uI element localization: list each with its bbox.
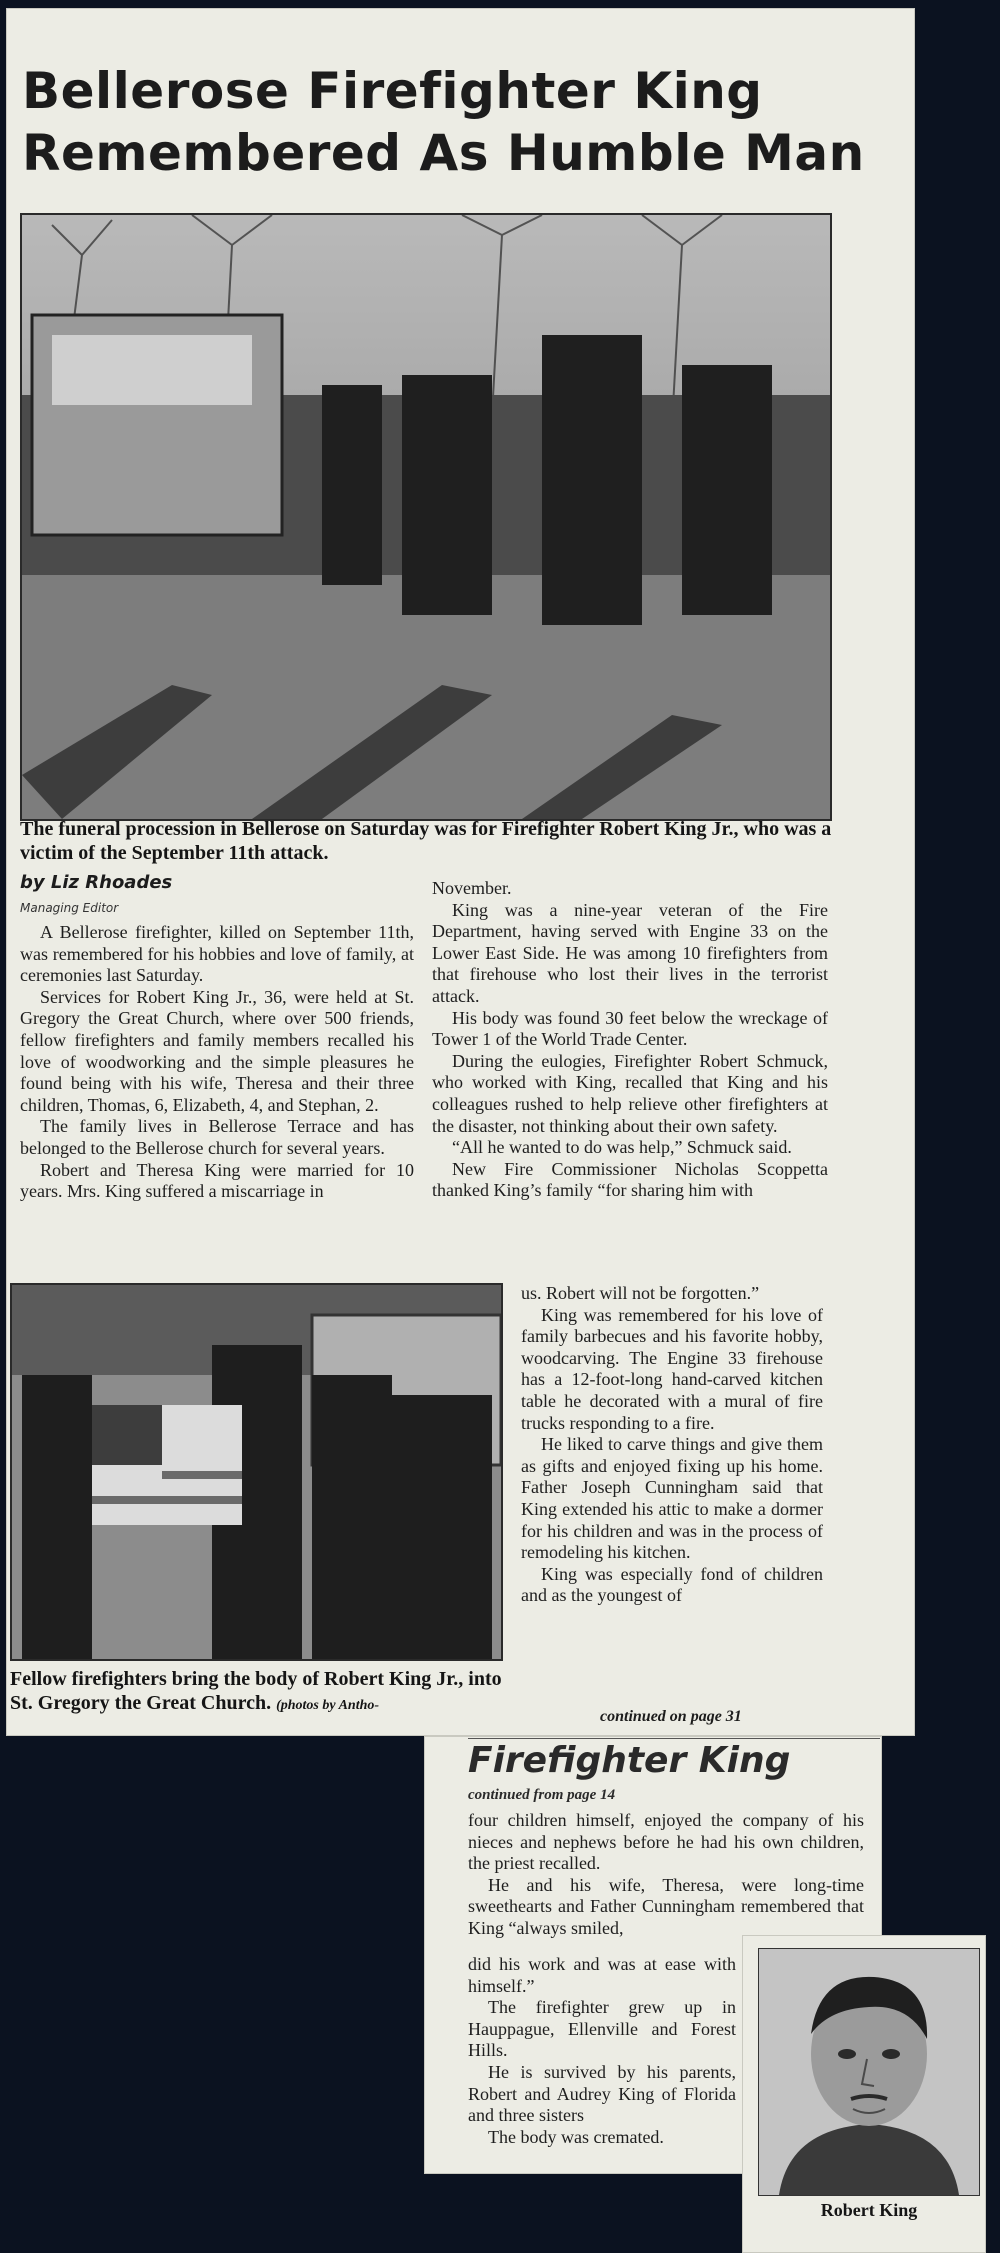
portrait-caption: Robert King [820, 2200, 918, 2220]
continuation-column [468, 1810, 864, 1940]
portrait-photo [758, 1948, 980, 2196]
article-column-right-lower [521, 1283, 823, 1607]
paragraph: The firefighter grew up in Hauppague, Ellenville and Forest Hills. [468, 1997, 736, 2061]
article-column-right [432, 878, 828, 1202]
headline-line-2: Remembered As Humble Man [22, 124, 865, 182]
portrait-photo-art [759, 1949, 979, 2195]
casket-caption-text: Fellow firefighters bring the body of Robert King Jr., into St. Gregory the Great Church. [10, 1668, 502, 1714]
paragraph: His body was found 30 feet below the wreckage of Tower 1 of the World Trade Center. [432, 1007, 828, 1050]
casket-photo-art [12, 1285, 501, 1659]
headline-line-1: Bellerose Firefighter King [22, 62, 763, 120]
paragraph: He is survived by his parents, Robert and Audrey King of Florida and three sisters [468, 2061, 736, 2126]
continuation-column-narrow [468, 1954, 736, 2148]
procession-photo [20, 213, 832, 821]
paragraph: King was a nine-year veteran of the Fire Department, having served with Engine 33 on the Lower East Side. He was among 10 firefighters from that firehouse who lost their lives in the terrorist attack. [432, 899, 828, 1006]
paragraph: King was especially fond of children and as the youngest of [521, 1563, 823, 1606]
paragraph: King was remembered for his love of family barbecues and his favorite hobby, woodcarving. The Engine 33 firehouse has a 12-foot-long hand-carved kitchen table he decorated with a mural of fire trucks responding to a fire. [521, 1304, 823, 1433]
paragraph: Services for Robert King Jr., 36, were held at St. Gregory the Great Church, where over 500 friends, fellow firefighters and family members recalled his love of woodworking and the simple pleasures he found being with his wife, Theresa and their three children, Thomas, 6, Elizabeth, 4, and Stephan, 2. [20, 986, 414, 1115]
continued-on-label: continued on page 31 [600, 1708, 742, 1725]
procession-photo-art [22, 215, 830, 819]
continued-from-label: continued from page 14 [468, 1787, 616, 1803]
paragraph: During the eulogies, Firefighter Robert Schmuck, who worked with King, recalled that King and his colleagues rushed to help relieve other firefighters at the disaster, not thinking about their own safety. [432, 1050, 828, 1136]
paragraph: Robert and Theresa King were married for 10 years. Mrs. King suffered a miscarriage in [20, 1159, 414, 1202]
casket-photo [10, 1283, 503, 1661]
byline-role: Managing Editor [20, 901, 119, 915]
paragraph: He and his wife, Theresa, were long-time sweethearts and Father Cunningham remembered that King “always smiled, [468, 1874, 864, 1938]
paragraph: The family lives in Bellerose Terrace and has belonged to the Bellerose church for several years. [20, 1116, 414, 1158]
continuation-heading: Firefighter King [468, 1740, 791, 1781]
article-column-left [20, 922, 414, 1203]
casket-photo-caption [10, 1667, 506, 1718]
paragraph: us. Robert will not be forgotten.” [521, 1283, 760, 1303]
procession-photo-caption: The funeral procession in Bellerose on Saturday was for Firefighter Robert King Jr., who was a victim of the September 11th attack. [20, 818, 832, 864]
headline [22, 60, 902, 184]
paragraph: four children himself, enjoyed the company of his nieces and nephews before he had his own children, the priest recalled. [468, 1810, 864, 1874]
divider [468, 1738, 880, 1739]
paragraph: He liked to carve things and give them as gifts and enjoyed fixing up his home. Father Joseph Cunningham said that King extended his attic to make a dormer for his children and was in the process of remodeling his kitchen. [521, 1434, 823, 1563]
paragraph: The body was cremated. [488, 2126, 664, 2147]
paragraph: November. [432, 878, 512, 898]
paragraph: A Bellerose firefighter, killed on September 11th, was remembered for his hobbies and love of family, at ceremonies last Saturday. [20, 922, 414, 986]
paragraph: did his work and was at ease with himself.” [468, 1954, 736, 1996]
byline: by Liz Rhoades [20, 872, 173, 893]
paragraph: New Fire Commissioner Nicholas Scoppetta thanked King’s family “for sharing him with [432, 1158, 828, 1201]
photo-credit: (photos by Antho- [276, 1698, 380, 1713]
paragraph: “All he wanted to do was help,” Schmuck said. [452, 1137, 792, 1158]
